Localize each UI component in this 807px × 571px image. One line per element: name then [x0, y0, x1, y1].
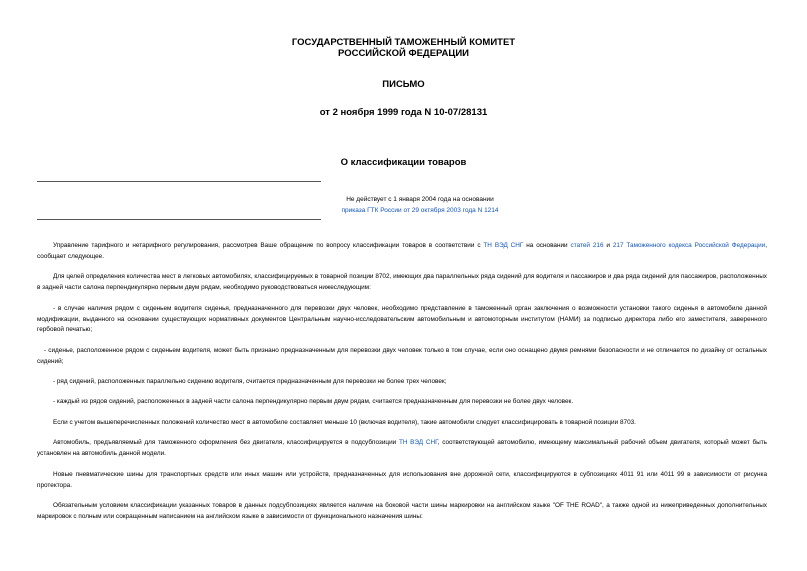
- agency-line-2: РОССИЙСКОЙ ФЕДЕРАЦИИ: [337, 48, 469, 59]
- paragraph-tyres: Новые пневматические шины для транспортных средств или иных машин или устройств, предназначенных для использования вне дорожной сети, классифицируются в субпозициях 4011 91 или 4011 99 в зависимости от рисунка протектора.: [37, 471, 767, 489]
- status-link[interactable]: приказа ГТК России от 29 октября 2003 года N 1214: [341, 207, 499, 214]
- paragraph-row-three: - ряд сидений, расположенных параллельно сидению водителя, считается предназначенным для перевозки не более трех человек;: [53, 378, 447, 385]
- document-type: ПИСЬМО: [382, 79, 425, 90]
- link-tnved[interactable]: ТН ВЭД СНГ: [483, 242, 524, 249]
- p1-text-c: и: [603, 242, 613, 249]
- divider-bottom: [37, 219, 321, 220]
- paragraph-seats-rules: Для целей определения количества мест в легковых автомобилях, классифицируемых в товарной позиции 8702, имеющих два параллельных ряда сидений для водителя и пассажиров и два ряда сидений для пассажиров, расположенных в задней части салона перпендикулярно первым двум рядам, необходимо руководствоваться нижеследующим:: [37, 273, 767, 291]
- link-article-217[interactable]: 217 Таможенного кодекса Российской Федерации: [612, 242, 766, 249]
- paragraph-nami-conclusion: - в случае наличия рядом с сиденьем водителя сиденья, предназначенного для перевозки двух человек, необходимо представление в таможенный орган заключения о возможности установки такого сиденья в автомобиле данной модификации, выданного на основании существующих нормативных документов Центральным научно-исследовательским автомобильным и автомоторным институтом (НАМИ) за подписью директора либо его заместителя, заверенного гербовой печатью;: [37, 305, 767, 333]
- paragraph-heading-8703: Если с учетом вышеперечисленных положений количество мест в автомобиле составляет меньше 10 (включая водителя), такие автомобили следует классифицировать в товарной позиции 8703.: [53, 419, 636, 426]
- agency-title: [0, 37, 807, 59]
- divider-top: [37, 181, 321, 182]
- paragraph-seat-belts: - сиденье, расположенное рядом с сиденьем водителя, может быть признано предназначенным для перевозки двух человек только в том случае, если оно оснащено двумя ремнями безопасности и не отличается по дизайну от остальных сидений;: [37, 347, 767, 365]
- document-date: от 2 ноября 1999 года N 10-07/28131: [319, 107, 488, 118]
- status-note: [322, 194, 518, 216]
- p1-text-b: на основании: [523, 242, 571, 249]
- agency-line-1: ГОСУДАРСТВЕННЫЙ ТАМОЖЕННЫЙ КОМИТЕТ: [291, 37, 516, 48]
- document-subject: О классификации товаров: [340, 157, 467, 168]
- link-tnved-2[interactable]: ТН ВЭД СНГ: [398, 439, 438, 446]
- paragraph-rear-rows: - каждый из рядов сидений, расположенных в задней части салона перпендикулярно первым двум рядам, считается предназначенным для перевозки не более двух человек.: [53, 398, 574, 405]
- paragraph-marking: Обязательным условием классификации указанных товаров в данных подсубпозициях является наличие на боковой части шины маркировки на английском языке "OF THE ROAD", а также одной из нижеприведенных дополнительных маркировок с полным или сокращенным написанием на английском языке в зависимости от функционального назначения шины:: [37, 502, 767, 520]
- link-article-216[interactable]: статей 216: [570, 242, 604, 249]
- status-text: Не действует с 1 января 2004 года на основании: [346, 196, 494, 203]
- p1-text-d: , сообщает следующее.: [37, 242, 768, 260]
- p8-text-a: Автомобиль, предъявляемый для таможенного оформления без двигателя, классифицируется в подсубпозиции: [53, 439, 399, 446]
- paragraph-intro: [37, 241, 767, 262]
- p1-text-a: Управление тарифного и нетарифного регулирования, рассмотрев Ваше обращение по вопросу классификации товаров в соответствии с: [53, 242, 484, 249]
- paragraph-no-engine: [37, 438, 767, 459]
- p8-text-b: , соответствующей автомобилю, имеющему максимальный рабочий объем двигателя, который может быть установлен на автомобиль данной модели.: [37, 439, 767, 457]
